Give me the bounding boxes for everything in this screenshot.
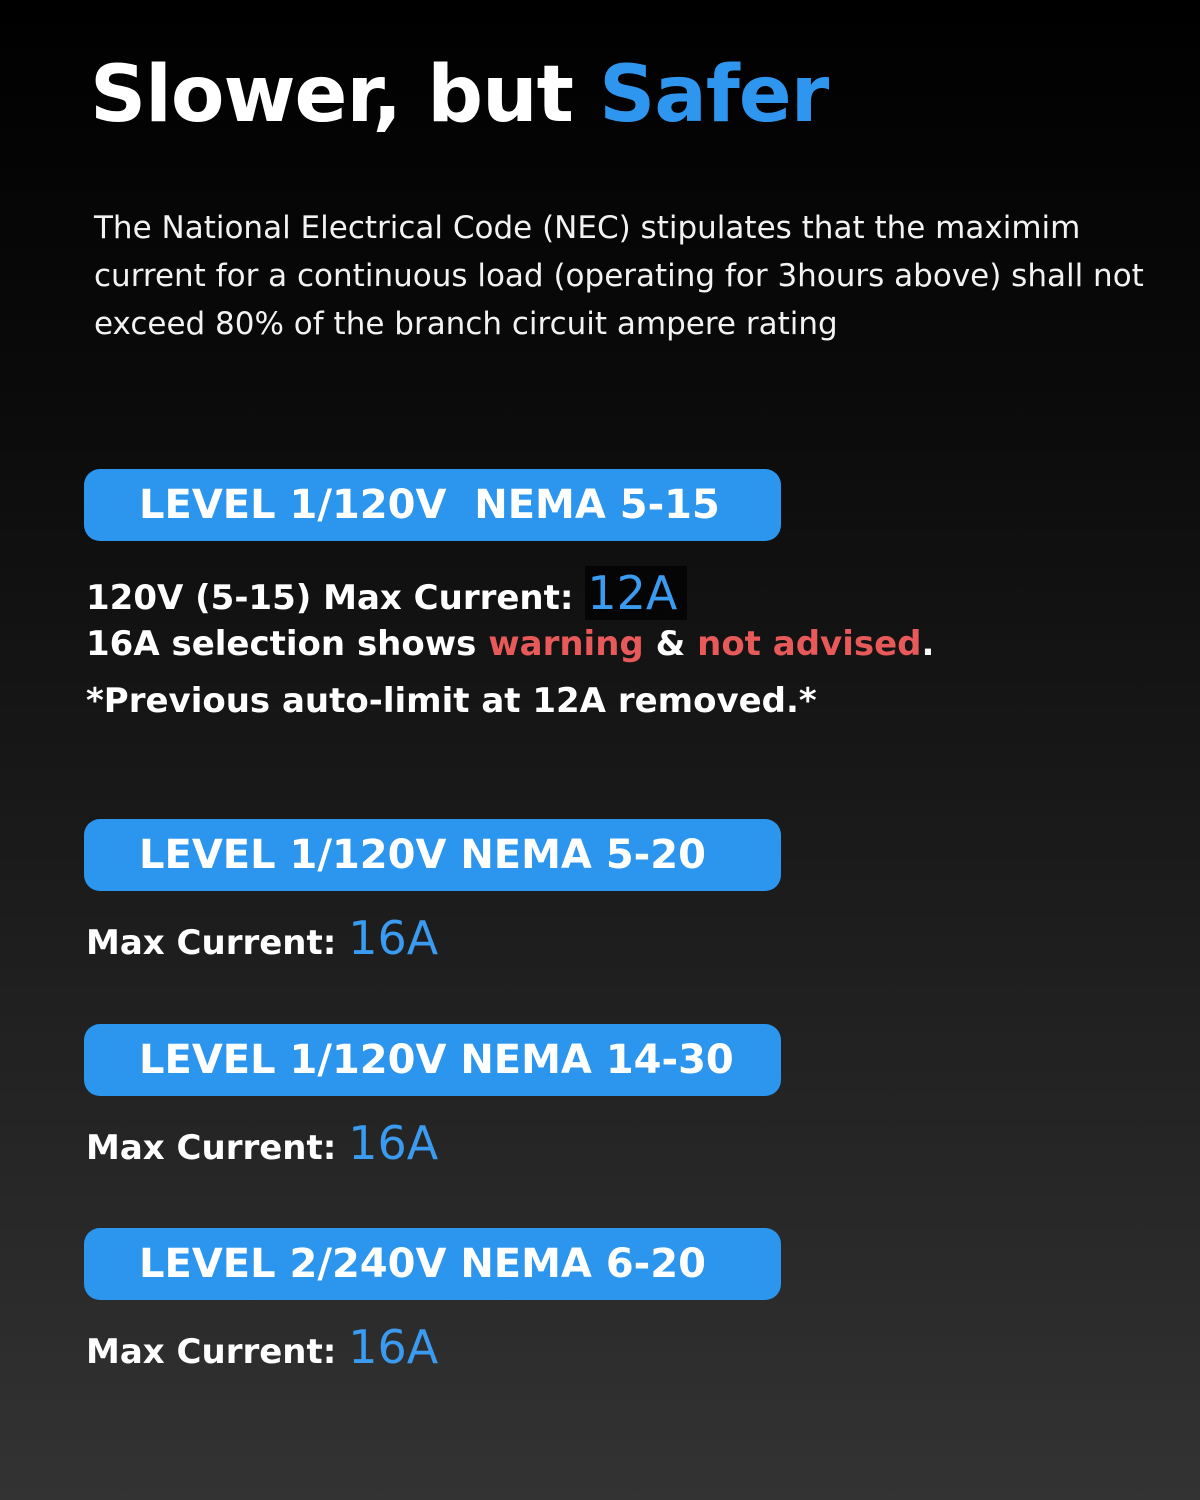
max-current-value: 16A [348,911,439,965]
max-current-value: 16A [348,1320,439,1374]
max-current-label: Max Current: [86,923,337,963]
badge-nema-5-15: LEVEL 1/120V NEMA 5-15 [84,469,781,541]
max-current-label: Max Current: [86,1332,337,1372]
max-current-value: 16A [348,1116,439,1170]
auto-limit-note: *Previous auto-limit at 12A removed.* [86,681,817,721]
max-current-nema-6-20 [86,1320,438,1374]
max-current-label: 120V (5-15) Max Current: [86,578,574,618]
warning-line [86,624,934,664]
title-prefix: Slower, but [90,50,573,140]
warning-word: warning [488,624,644,664]
ampersand: & [655,624,686,664]
max-current-value: 12A [585,566,687,620]
badge-nema-14-30: LEVEL 1/120V NEMA 14-30 [84,1024,781,1096]
page-title [90,50,828,140]
max-current-label: Max Current: [86,1128,337,1168]
title-accent: Safer [599,50,829,140]
period: . [921,624,935,664]
not-advised-text: not advised [697,624,922,664]
max-current-nema-14-30 [86,1116,438,1170]
badge-nema-6-20: LEVEL 2/240V NEMA 6-20 [84,1228,781,1300]
intro-text: The National Electrical Code (NEC) stipulates that the maximim current for a continuous load (operating for 3hours above) shall not exceed 80% of the branch circuit ampere rating [94,210,1144,342]
warning-prefix: 16A selection shows [86,624,477,664]
max-current-nema-5-15 [86,566,687,620]
badge-nema-5-20: LEVEL 1/120V NEMA 5-20 [84,819,781,891]
max-current-nema-5-20 [86,911,438,965]
